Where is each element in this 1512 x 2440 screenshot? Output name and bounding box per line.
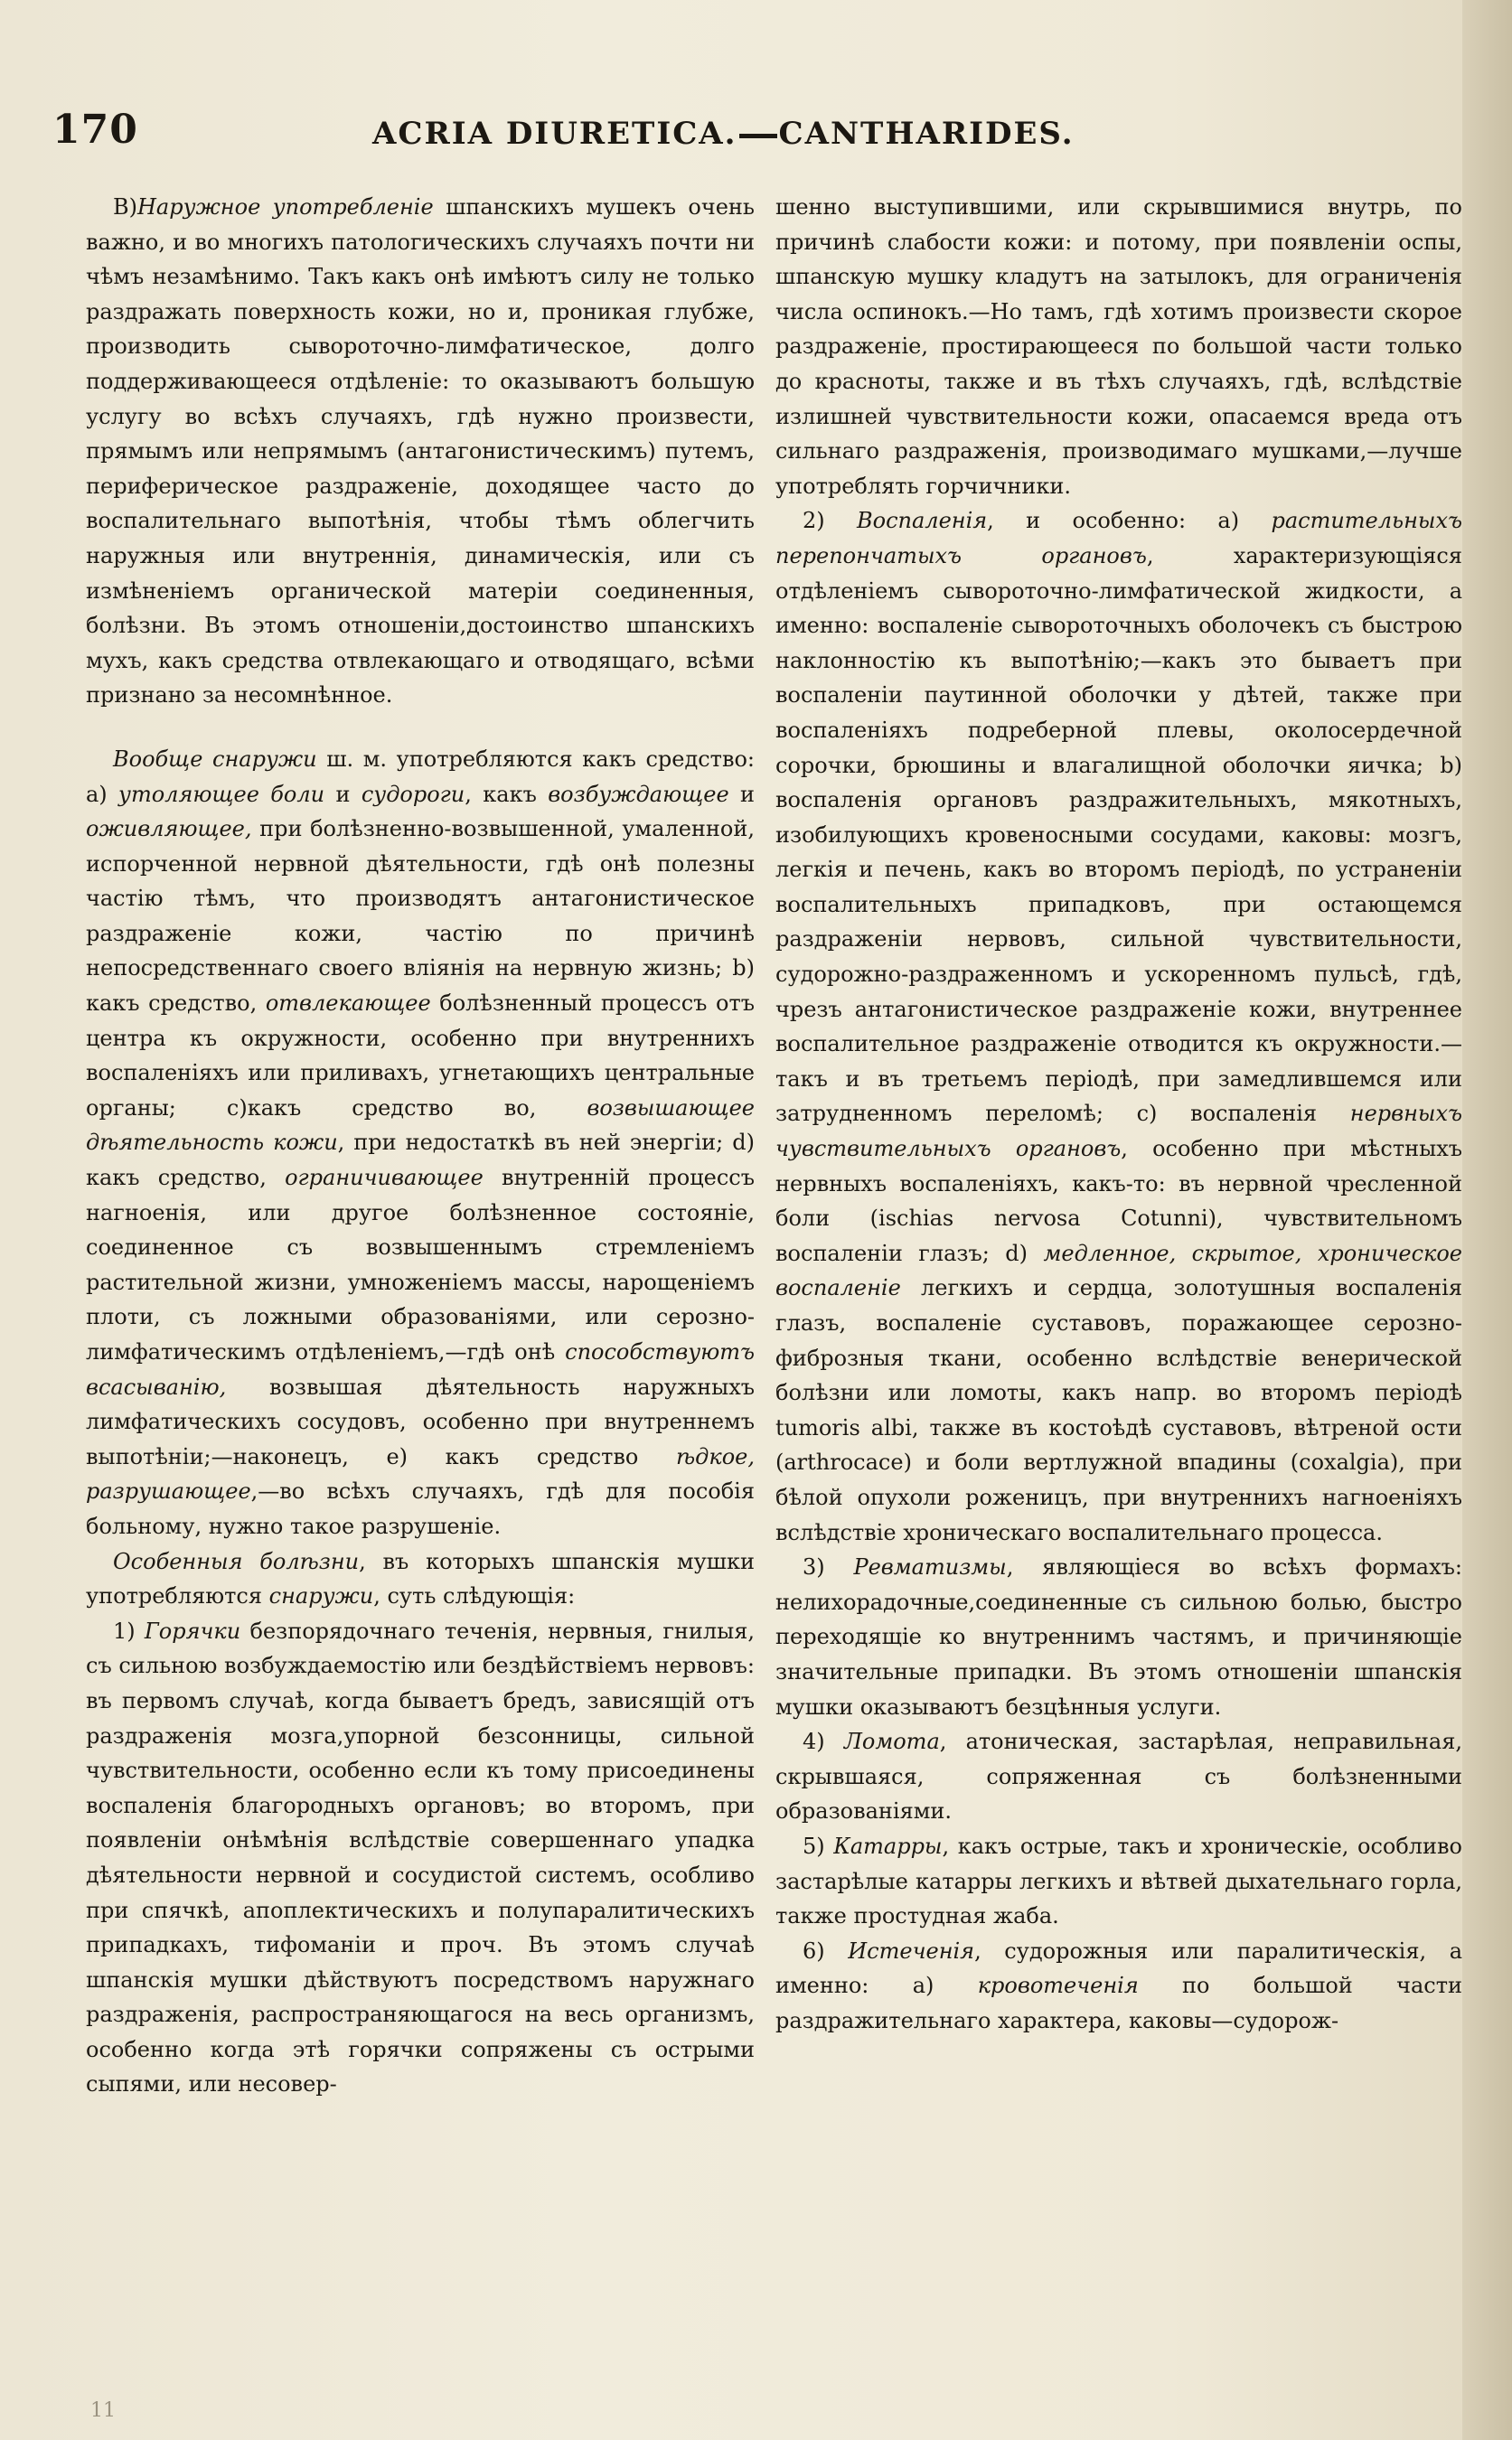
paragraph-general-use: Вообще снаружи ш. м. употребляются какъ средство: а) утоляющее боли и судороги, какъ возбуждающее и оживляющее, при болѣзненно-возвышенной, умаленной, испорченной нервной дѣятельности, гдѣ онѣ полезны частію тѣмъ, что производятъ антагонистическое раздраженіе кожи, частію по причинѣ непосредственнаго своего вліянія на нервную жизнь; b) какъ средство, отвлекающее болѣзненный процессъ отъ центра къ окружности, особенно при внутреннихъ воспаленіяхъ или приливахъ, угнетающихъ центральные органы; с)какъ средство во, возвышающее дѣятельность кожи, при недостаткѣ въ ней энергіи; d) какъ средство, ограничивающее внутренній процессъ нагноенія, или другое болѣзненное состояніе, соединенное съ возвышеннымъ стремленіемъ растительной жизни, умноженіемъ массы, нарощеніемъ плоти, съ ложными образованіями, или серозно-лимфатическимъ отдѣленіемъ,—гдѣ онѣ способствуютъ всасыванію, возвышая дѣятельность наружныхъ лимфатическихъ сосудовъ, особенно при внутреннемъ выпотѣніи;—наконецъ, е) какъ средство ѣдкое, разрушающее,—во всѣхъ случаяхъ, гдѣ для пособія больному, нужно такое разрушеніе. bbox=[86, 746, 756, 1539]
italic-term: Наружное употребленіе bbox=[137, 194, 434, 220]
page-header bbox=[52, 107, 1408, 170]
italic-term: Ломота bbox=[843, 1729, 940, 1755]
italic-term: Истеченія bbox=[848, 1938, 975, 1964]
paragraph-rheumatism: 3) Ревматизмы, являющіеся во всѣхъ формахъ: нелихорадочные,соединенные съ сильною болью, быстро переходящіе ко внутреннимъ частямъ, и причиняющіе значительные припадки. Въ этомъ отношеніи шпанскія мушки оказываютъ безцѣнныя услуги. bbox=[775, 1554, 1462, 1720]
footer-mark: 11 bbox=[90, 2399, 116, 2422]
left-column bbox=[86, 190, 755, 2102]
running-title-right: CANTHARIDES. bbox=[778, 116, 1075, 152]
title-dash bbox=[739, 134, 777, 138]
paragraph-continuation: шенно выступившими, или скрывшимися внутрь, по причинѣ слабости кожи: и потому, при появленіи оспы, шпанскую мушку кладутъ на затылокъ, для ограниченія числа оспинокъ.—Но тамъ, гдѣ хотимъ произвести скорое раздраженіе, простирающееся по большой части только до красноты, также и въ тѣхъ случаяхъ, гдѣ, вслѣдствіе излишней чувствительности кожи, опасаемся вреда отъ сильнаго раздраженія, производимаго мушками,—лучше употреблять горчичники. bbox=[775, 194, 1462, 499]
paragraph-discharges: 6) Истеченія, судорожныя или паралитическія, а именно: а) кровотеченія по большой части раздражительнаго характера, каковы—судорож- bbox=[775, 1938, 1462, 2033]
page-edge bbox=[1462, 0, 1512, 2440]
italic-term: Вообще снаружи bbox=[113, 746, 317, 772]
italic-term: Особенныя болѣзни bbox=[113, 1548, 360, 1574]
italic-term: Ревматизмы bbox=[853, 1554, 1007, 1581]
running-title-left: ACRIA DIURETICA. bbox=[372, 116, 737, 152]
italic-term: Воспаленія bbox=[857, 508, 988, 534]
paragraph-external-use: B)Наружное употребленіе шпанскихъ мушекъ очень важно, и во многихъ патологическихъ случаяхъ почти ни чѣмъ незамѣнимо. Такъ какъ онѣ имѣютъ силу не только раздражать поверхность кожи, но и, проникая глубже, производить сывороточно-лимфатическое, долго поддерживающееся отдѣленіе: то оказываютъ большую услугу во всѣхъ случаяхъ, гдѣ нужно произвести, прямымъ или непрямымъ (антагонистическимъ) путемъ, периферическое раздраженіе, доходящее часто до воспалительнаго выпотѣнія, чтобы тѣмъ облегчить наружныя или внутреннія, динамическія, или съ измѣненіемъ органической матеріи соединенныя, болѣзни. Въ этомъ отношеніи,достоинство шпанскихъ мухъ, какъ средства отвлекающаго и отводящаго, всѣми признано за несомнѣнное. bbox=[86, 194, 755, 709]
italic-term: Горячки bbox=[144, 1618, 241, 1644]
running-title bbox=[372, 116, 1075, 152]
paragraph-gout: 4) Ломота, атоническая, застарѣлая, неправильная, скрывшаяся, сопряженная съ болѣзненными образованіями. bbox=[775, 1729, 1462, 1825]
paragraph-special-diseases: Особенныя болѣзни, въ которыхъ шпанскія мушки употребляются снаружи, суть слѣдующія: bbox=[86, 1548, 755, 1609]
right-column bbox=[775, 190, 1462, 2038]
paragraph-catarrhs: 5) Катарры, какъ острые, такъ и хроническіе, особливо застарѣлые катарры легкихъ и вѣтвей дыхательнаго горла, также простудная жаба. bbox=[775, 1833, 1462, 1929]
italic-term: Катарры bbox=[833, 1833, 943, 1859]
paragraph-inflammations: 2) Воспаленія, и особенно: а) растительныхъ перепончатыхъ органовъ, характеризующіяся отдѣленіемъ сывороточно-лимфатической жидкости, а именно: воспаленіе сывороточныхъ оболочекъ съ быстрою наклонностію къ выпотѣнію;—какъ это бываетъ при воспаленіи паутинной оболочки у дѣтей, также при воспаленіяхъ подреберной плевы, околосердечной сорочки, брюшины и влагалищной оболочки яичка; b) воспаленія органовъ раздражительныхъ, мякотныхъ, изобилующихъ кровеносными сосудами, каковы: мозгъ, легкія и печень, какъ во второмъ періодѣ, по устраненіи воспалительныхъ припадковъ, при остающемся раздраженіи нервовъ, сильной чувствительности, судорожно-раздраженномъ и ускоренномъ пульсѣ, гдѣ, чрезъ антагонистическое раздраженіе кожи, внутреннее воспалительное раздраженіе отводится къ окружности.—такъ и въ третьемъ періодѣ, при замедлившемся или затрудненномъ переломѣ; с) воспаленія нервныхъ чувствительныхъ органовъ, особенно при мѣстныхъ нервныхъ воспаленіяхъ, какъ-то: въ нервной чресленной боли (ischias nervosa Cotunni), чувствительномъ воспаленіи глазъ; d) медленное, скрытое, хроническое воспаленіе легкихъ и сердца, золотушныя воспаленія глазъ, воспаленіе суставовъ, поражающее серозно-фиброзныя ткани, особенно вслѣдствіе венерической болѣзни или ломоты, какъ напр. во второмъ періодѣ tumoris albi, также въ костоѣдѣ суставовъ, вѣтреной ости (arthrocace) и боли вертлужной впадины (coxalgia), при бѣлой опухоли роженицъ, при внутреннихъ нагноеніяхъ вслѣдствіе хроническаго воспалительнаго процесса. bbox=[775, 508, 1462, 1545]
paragraph-fevers: 1) Горячки безпорядочнаго теченія, нервныя, гнилыя, съ сильною возбуждаемостію или бездѣйствіемъ нервовъ: въ первомъ случаѣ, когда бываетъ бредъ, зависящій отъ раздраженія мозга,упорной безсонницы, сильной чувствительности, особенно если къ тому присоединены воспаленія благородныхъ органовъ; во второмъ, при появленіи онѣмѣнія вслѣдствіе совершеннаго упадка дѣятельности нервной и сосудистой системъ, особливо при спячкѣ, апоплектическихъ и полупаралитическихъ припадкахъ, тифоманіи и проч. Въ этомъ случаѣ шпанскія мушки дѣйствуютъ посредствомъ наружнаго раздраженія, распространяющагося на весь организмъ, особенно когда этѣ горячки сопряжены съ острыми сыпями, или несовер- bbox=[86, 1618, 756, 2097]
page-number: 170 bbox=[52, 107, 138, 153]
